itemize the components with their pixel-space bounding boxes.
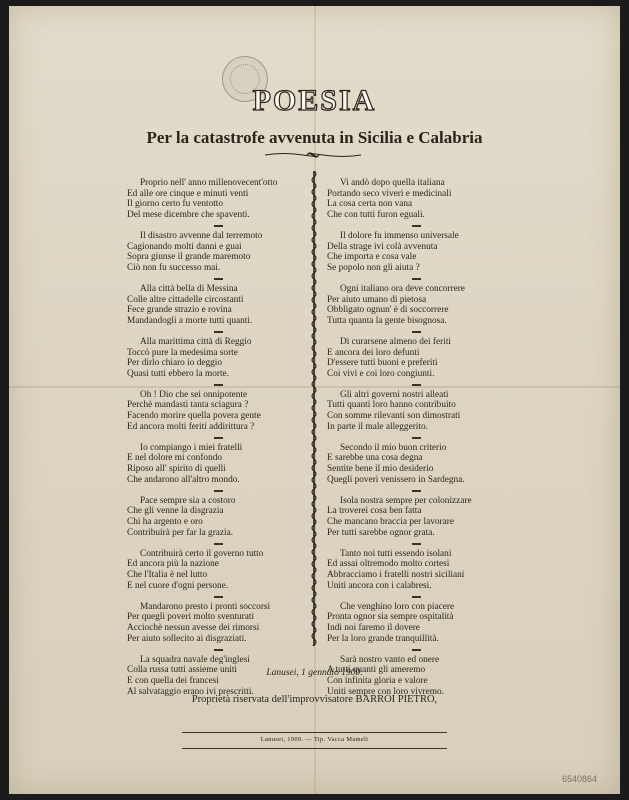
poem-line: E sarebbe una cosa degna	[327, 453, 423, 464]
poem-line: Acciochè nessun avesse dei rimorsi	[127, 622, 260, 633]
poem-line: Riposo all' spirito di quelli	[127, 464, 226, 475]
poem-line: Mandarono presto i pronti soccorsi	[140, 601, 271, 612]
page-subtitle: Per la catastrofe avvenuta in Sicilia e Calabria	[146, 128, 483, 147]
stanza	[327, 284, 527, 326]
poem-line: Sentite bene il mio desiderio	[327, 464, 434, 475]
poem-line: Per aiuto umano di pietosa	[327, 294, 427, 305]
poem-line: E con quella dei francesi	[127, 675, 219, 686]
poem-line: Gli altri governi nostri alleati	[340, 389, 449, 400]
poem-line: Che venghino loro con piacere	[340, 601, 455, 612]
poem-line: Per dirlo chiaro io deggio	[127, 358, 223, 369]
poem-line: Oh ! Dio che sei onnipotente	[140, 389, 248, 400]
poem-line: Contribuirà certo il governo tutto	[140, 548, 264, 559]
poem-line: Che mancano braccia per lavorare	[327, 517, 454, 527]
poem-line: Con somme rilevanti son dimostrati	[327, 411, 461, 422]
stanza-separator	[327, 379, 527, 390]
stanza	[327, 337, 527, 379]
dateline: Lanusei, 1 gennaio 1909.	[266, 668, 363, 678]
poem-line: Portando seco viveri e medicinali	[327, 188, 452, 199]
poem-line: Per aiuto sollecito ai disgraziati.	[127, 633, 247, 644]
stanza	[127, 549, 327, 591]
poem-line: Che importa e cosa vale	[327, 252, 417, 263]
poem-line: Per la loro grande tranquillità.	[327, 633, 439, 644]
poem-line: Ed ancora molti feriti addirittura ?	[127, 421, 255, 432]
poem-line: Perchè mandasti tanta sciagura ?	[127, 400, 249, 411]
poem-line: A tutti quanti gli ameremo	[327, 665, 426, 676]
stanza-separator	[327, 326, 527, 337]
stanza	[327, 549, 527, 591]
stanza-separator	[127, 644, 327, 655]
stanza	[327, 602, 527, 644]
poem-column-right	[327, 178, 527, 697]
stanza-separator	[327, 538, 527, 549]
poem-line: La cosa certa non vana	[327, 199, 413, 210]
stanza	[327, 496, 527, 538]
poem-line: Che l'Italia è nel lutto	[127, 569, 208, 580]
poem-line: Io compiango i miei fratelli	[140, 442, 243, 453]
poem-line: E ancora dei loro defunti	[327, 347, 420, 358]
page-title: POESIA	[252, 84, 377, 117]
stanza-separator	[327, 485, 527, 496]
poster-sheet	[9, 6, 620, 794]
poem-line: Ed alle ore cinque e minuti venti	[127, 188, 249, 199]
printer-rule-bottom	[182, 748, 447, 749]
poem-line: Colle altre cittadelle circostanti	[127, 294, 244, 305]
printer-rule-top	[182, 732, 447, 733]
poem-line: Per tutti sarebbe ognor grata.	[327, 527, 435, 538]
stanza-separator	[327, 220, 527, 231]
poem-line: Pace sempre sia a costoro	[140, 495, 236, 506]
poem-line: Del mese dicembre che spaventi.	[127, 209, 250, 220]
poem-line: Abbracciamo i fratelli nostri siciliani	[327, 569, 465, 580]
poem-line: Che andarono all'altro mondo.	[127, 474, 240, 485]
poem-line: Tanto noi tutti essendo isolani	[340, 548, 452, 559]
stanza-separator	[127, 379, 327, 390]
poem-line: Chi ha argento e oro	[127, 517, 203, 527]
stanza-separator	[127, 326, 327, 337]
poem-line: Pronta ognor sia sempre ospitalità	[327, 612, 454, 623]
poem-line: Uniti sempre con loro vivremo.	[327, 686, 444, 697]
stanza	[127, 390, 327, 432]
poem-line: Tutti quanti loro hanno contribuito	[327, 400, 456, 411]
poem-line: La squadra navale deg'inglesi	[140, 654, 250, 665]
poem-line: Se popolo non gli aiuta ?	[327, 262, 420, 273]
poem-line: Quegli poveri venissero in Sardegna.	[327, 474, 465, 485]
poem-line: Toccò pure la medesima sorte	[127, 347, 238, 358]
poem-line: Contribuirà per far la grazia.	[127, 527, 234, 538]
archive-number: 6540864	[562, 774, 598, 784]
poem-line: Il giorno certo fu ventotto	[127, 199, 224, 210]
poem-line: Il disastro avvenne dal terremoto	[140, 230, 263, 241]
poem-line: Facendo morire quella povera gente	[127, 411, 261, 422]
poem-line: Cagionando molti danni e guai	[127, 241, 242, 252]
poem-line: Quasi tutti ebbero la morte.	[127, 368, 229, 379]
poem-line: Uniti ancora con i calabresi.	[327, 580, 432, 591]
poem-line: Obbligato ognun' è di soccorrere	[327, 305, 449, 316]
printer-imprint: Lanusei, 1909. — Tip. Vacca Mameli	[260, 736, 369, 743]
stanza	[127, 337, 327, 379]
stanza-separator	[327, 591, 527, 602]
poem-line: Alla marittima città di Reggio	[140, 336, 252, 347]
poem-line: Per quegli poveri molto sventurati	[127, 612, 255, 623]
stanza-separator	[127, 485, 327, 496]
poem-line: Che gli venne la disgrazia	[127, 506, 224, 517]
poem-line: Colla russa tutti assieme uniti	[127, 665, 238, 676]
stanza	[127, 602, 327, 644]
ornament-flourish	[263, 150, 363, 160]
poem-line: Ed assai oltremodo molto cortesi	[327, 559, 450, 570]
poem-line: D'essere tutti buoni e preferiti	[327, 358, 438, 369]
poem-line: Tutta quanta la gente bisognosa.	[327, 315, 447, 326]
poem-line: Isola nostra sempre per colonizzare	[340, 495, 472, 506]
poem-line: E nel dolore mi confondo	[127, 453, 223, 464]
poem-line: Sopra giunse il grande maremoto	[127, 252, 251, 263]
stanza	[127, 231, 327, 273]
stanza	[327, 178, 527, 220]
poem-line: Di curarsene almeno dei feriti	[340, 336, 451, 347]
stanza-separator	[327, 432, 527, 443]
stanza-separator	[127, 432, 327, 443]
poem-line: Mandandogli a morte tutti quanti.	[127, 315, 253, 326]
stanza	[127, 284, 327, 326]
poem-line: E nel cuore d'ogni persone.	[127, 580, 229, 591]
poem-line: Al salvataggio erano ivi prescritti.	[127, 686, 254, 697]
stanza-separator	[127, 273, 327, 284]
stanza	[327, 231, 527, 273]
stanza-separator	[127, 220, 327, 231]
stanza	[127, 496, 327, 538]
property-notice: Proprietà riservata dell'improvvisatore BARROI PIETRO,	[191, 694, 438, 705]
stanza	[127, 443, 327, 485]
stanza	[127, 178, 327, 220]
poem-line: Sarà nostro vanto ed onere	[340, 654, 440, 665]
poem-line: Secondo il mio buon criterio	[340, 442, 447, 453]
poem-line: Ciò non fu successo mai.	[127, 262, 221, 273]
poem-line: Con infinita gloria e valore	[327, 675, 428, 686]
poem-line: La troverei cosa ben fatta	[327, 506, 422, 517]
poem-column-left	[127, 178, 327, 697]
poem-line: Alla città bella di Messina	[140, 283, 238, 294]
poem-line: Ogni italiano ora deve concorrere	[340, 283, 465, 294]
poem-line: Vi andò dopo quella italiana	[340, 178, 445, 188]
stanza	[327, 390, 527, 432]
poem-line: Il dolore fu immenso universale	[340, 230, 459, 241]
poem-line: In parte il male alleggerito.	[327, 421, 428, 432]
poem-line: Fece grande strazio e rovina	[127, 305, 232, 316]
poem-line: Proprio nell' anno millenovecent'otto	[140, 178, 278, 188]
stanza	[327, 443, 527, 485]
poem-line: Coi vivi e coi loro congiunti.	[327, 368, 435, 379]
stanza-separator	[127, 538, 327, 549]
poem-line: Indi noi faremo il dovere	[327, 622, 420, 633]
poem-line: Ed ancora più la nazione	[127, 559, 219, 570]
poem-line: Della strage ivi colà avvenuta	[327, 241, 438, 252]
poem-line: Che con tutti furon eguali.	[327, 209, 425, 220]
stanza-separator	[327, 273, 527, 284]
stanza-separator	[327, 644, 527, 655]
stanza-separator	[127, 591, 327, 602]
